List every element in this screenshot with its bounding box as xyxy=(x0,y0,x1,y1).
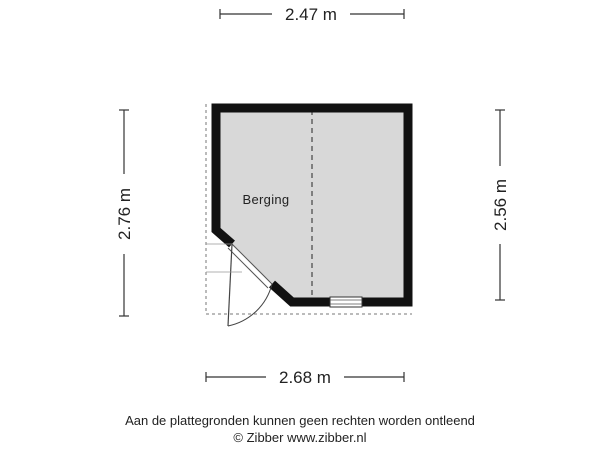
window xyxy=(330,297,362,307)
copyright-text: © Zibber www.zibber.nl xyxy=(233,430,367,445)
dimension-top xyxy=(220,5,404,24)
door-swing-arc xyxy=(228,284,272,326)
dimension-top-label: 2.47 m xyxy=(285,5,337,24)
dimension-bottom xyxy=(206,368,404,387)
room-label: Berging xyxy=(242,192,290,207)
dimension-right xyxy=(491,110,510,300)
dimension-left xyxy=(115,110,134,316)
dimension-right-label: 2.56 m xyxy=(491,179,510,231)
disclaimer-text: Aan de plattegronden kunnen geen rechten worden ontleend xyxy=(125,413,475,428)
dimension-bottom-label: 2.68 m xyxy=(279,368,331,387)
dimension-left-label: 2.76 m xyxy=(115,188,134,240)
